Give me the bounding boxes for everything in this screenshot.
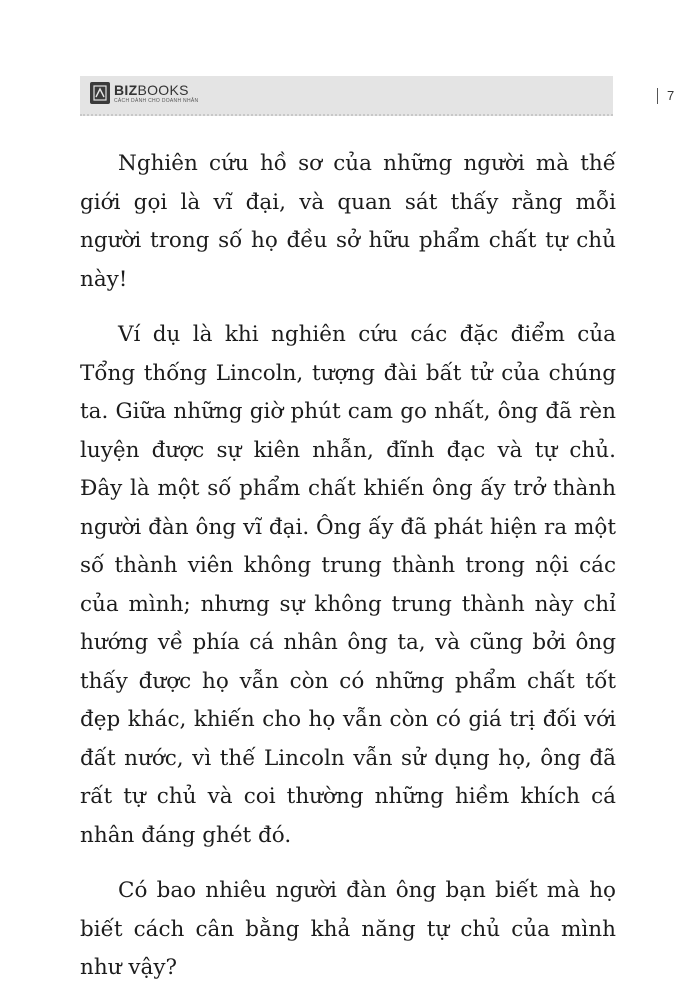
brand-tagline: CÁCH DÀNH CHO DOANH NHÂN [114, 97, 199, 104]
page-number: 7 [667, 88, 675, 103]
paragraph: Ví dụ là khi nghiên cứu các đặc điểm của Tổng thống Lincoln, tượng đài bất tử của chúng ta. Giữa những giờ phút cam go nhất, ông đã rèn luyện được sự kiên nhẫn, đĩnh đạc và tự chủ. Đây là một số phẩm chất khiến ông ấy trở thành người đàn ông vĩ đại. Ông ấy đã phát hiện ra một số thành viên không trung thành trong nội các của mình; nhưng sự không trung thành này chỉ hướng về phía cá nhân ông ta, và cũng bởi ông thấy được họ vẫn còn có những phẩm chất tốt đẹp khác, khiến cho họ vẫn còn có giá trị đối với đất nước, vì thế Lincoln vẫn sử dụng họ, ông đã rất tự chủ và coi thường những hiềm khích cá nhân đáng ghét đó. [80, 322, 616, 848]
publisher-logo [90, 82, 198, 104]
page-header [80, 76, 675, 116]
brand-name: BIZBOOKS [114, 81, 189, 98]
body-text [80, 145, 616, 1005]
paragraph: Có bao nhiêu người đàn ông bạn biết mà họ biết cách cân bằng khả năng tự chủ của mình như vậy? [80, 878, 616, 980]
page-number-divider [657, 88, 658, 104]
paragraph: Nghiên cứu hồ sơ của những người mà thế giới gọi là vĩ đại, và quan sát thấy rằng mỗi người trong số họ đều sở hữu phẩm chất tự chủ này! [80, 151, 616, 292]
book-icon [90, 82, 110, 104]
